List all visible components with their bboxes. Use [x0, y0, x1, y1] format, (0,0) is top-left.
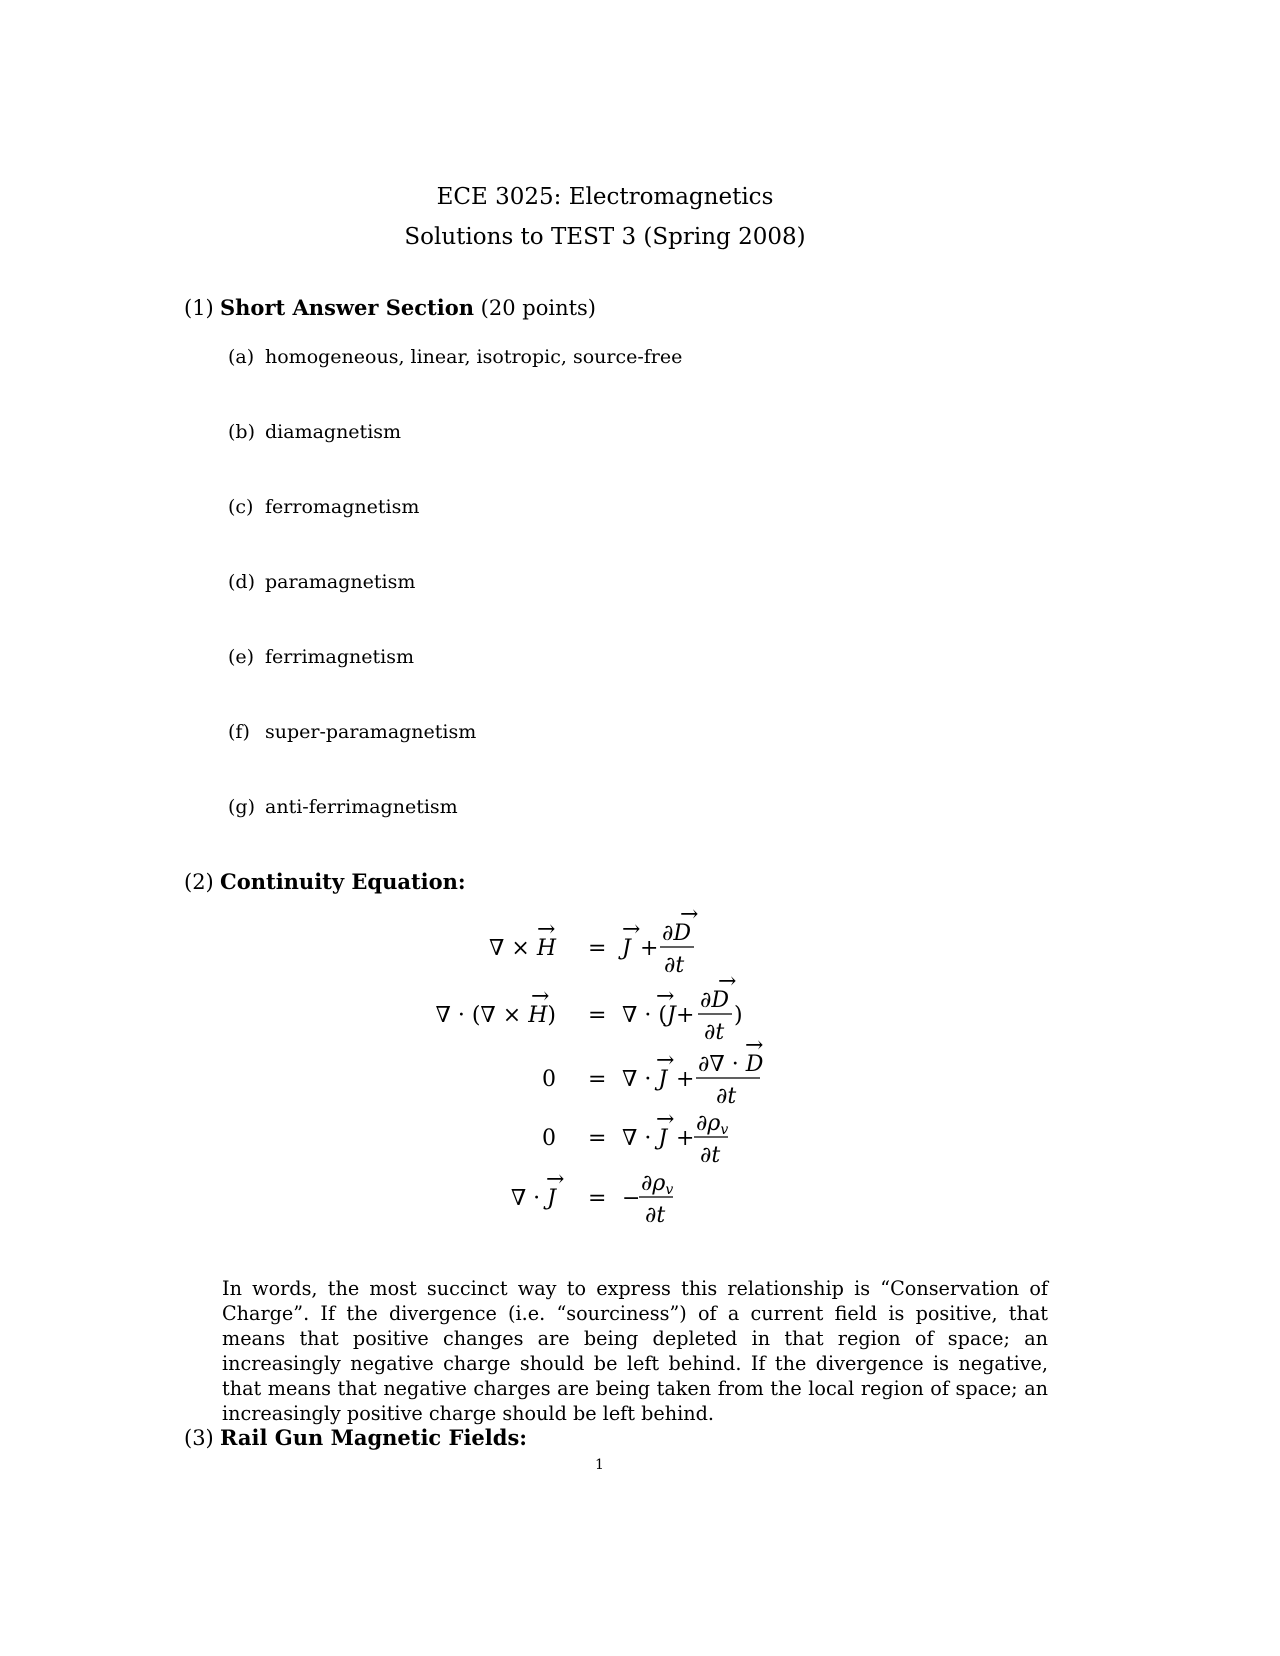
document-subtitle: Solutions to TEST 3 (Spring 2008) [404, 224, 806, 250]
closing-paren: ) [734, 1003, 743, 1028]
vector-arrow: → [680, 902, 699, 927]
equation-term: ∇ · (J [622, 1003, 676, 1028]
fraction-denominator: ∂t [716, 1084, 737, 1109]
section-title: Short Answer Section [220, 295, 474, 320]
section-title: Continuity Equation: [220, 869, 466, 894]
item-text: ferromagnetism [265, 496, 420, 518]
item-text: super-paramagnetism [265, 721, 477, 743]
section-number: (3) [184, 1426, 214, 1450]
section-title: Rail Gun Magnetic Fields: [220, 1425, 528, 1450]
item-text: ferrimagnetism [265, 646, 414, 668]
equals-sign: = [588, 1126, 607, 1151]
fraction-numerator: ∂ρv [696, 1111, 729, 1138]
fraction-numerator: ∂D [700, 988, 730, 1013]
equation-lhs: ∇ × H [489, 936, 556, 961]
section-3-heading [184, 1425, 527, 1450]
vector-arrow: → [745, 1033, 764, 1058]
minus-sign: − [622, 1186, 641, 1211]
equation-row [436, 969, 743, 1045]
equals-sign: = [588, 1067, 607, 1092]
item-text: anti-ferrimagnetism [265, 796, 458, 818]
vector-arrow: → [531, 984, 550, 1009]
vector-arrow: → [656, 1048, 675, 1073]
vector-arrow: → [622, 917, 641, 942]
fraction-numerator: ∂D [662, 921, 692, 946]
vector-arrow: → [718, 969, 737, 994]
section-points: (20 points) [480, 296, 596, 320]
item-text: homogeneous, linear, isotropic, source-free [265, 346, 683, 368]
item-text: paramagnetism [265, 571, 416, 593]
equation-term: ∇ · J [622, 1067, 668, 1092]
equation-lhs: 0 [542, 1067, 556, 1092]
item-label: (g) [228, 796, 255, 818]
vector-arrow: → [546, 1167, 565, 1192]
item-label: (f) [228, 721, 250, 743]
equals-sign: = [588, 936, 607, 961]
item-label: (e) [228, 646, 255, 668]
plus-sign: + [676, 1003, 695, 1028]
plus-sign: + [640, 936, 659, 961]
fraction-denominator: ∂t [704, 1020, 725, 1045]
fraction-denominator: ∂t [700, 1143, 721, 1168]
plus-sign: + [676, 1126, 695, 1151]
fraction-denominator: ∂t [664, 953, 685, 978]
item-label: (b) [228, 421, 255, 443]
fraction-numerator: ∂∇ · D [698, 1052, 764, 1077]
equation-lhs: ∇ · (∇ × H) [435, 1003, 556, 1028]
item-text: diamagnetism [265, 421, 402, 443]
section-number: (2) [184, 870, 214, 894]
fraction-denominator: ∂t [645, 1203, 666, 1228]
explanation-paragraph: In words, the most succinct way to express this relationship is “Conservation of Charge”. If the divergence (i.e. “sourciness”) of a current field is positive, that means that positive changes are being depleted in that region of space; an increasingly negative charge should be left behind. If the divergence is negative, that means that negative charges are being taken from the local region of space; an increasingly positive charge should be left behind. [222, 1277, 1048, 1425]
equation-lhs: ∇ · J [510, 1186, 556, 1211]
equation-term: ∇ · J [622, 1126, 668, 1151]
equals-sign: = [588, 1186, 607, 1211]
equals-sign: = [588, 1003, 607, 1028]
item-label: (a) [228, 346, 255, 368]
vector-arrow: → [537, 917, 556, 942]
page-number: 1 [595, 1457, 604, 1473]
equation-term: J [622, 936, 631, 961]
plus-sign: + [676, 1067, 695, 1092]
vector-arrow: → [656, 984, 675, 1009]
section-number: (1) [184, 296, 214, 320]
document-title: ECE 3025: Electromagnetics [436, 184, 774, 210]
equation-row [489, 902, 698, 978]
fraction-numerator: ∂ρv [641, 1171, 674, 1198]
item-label: (d) [228, 571, 255, 593]
equation-lhs: 0 [542, 1126, 556, 1151]
equation-row [542, 1107, 728, 1168]
vector-arrow: → [656, 1107, 675, 1132]
equation-row [511, 1167, 674, 1228]
equation-row [542, 1033, 764, 1109]
item-label: (c) [228, 496, 254, 518]
